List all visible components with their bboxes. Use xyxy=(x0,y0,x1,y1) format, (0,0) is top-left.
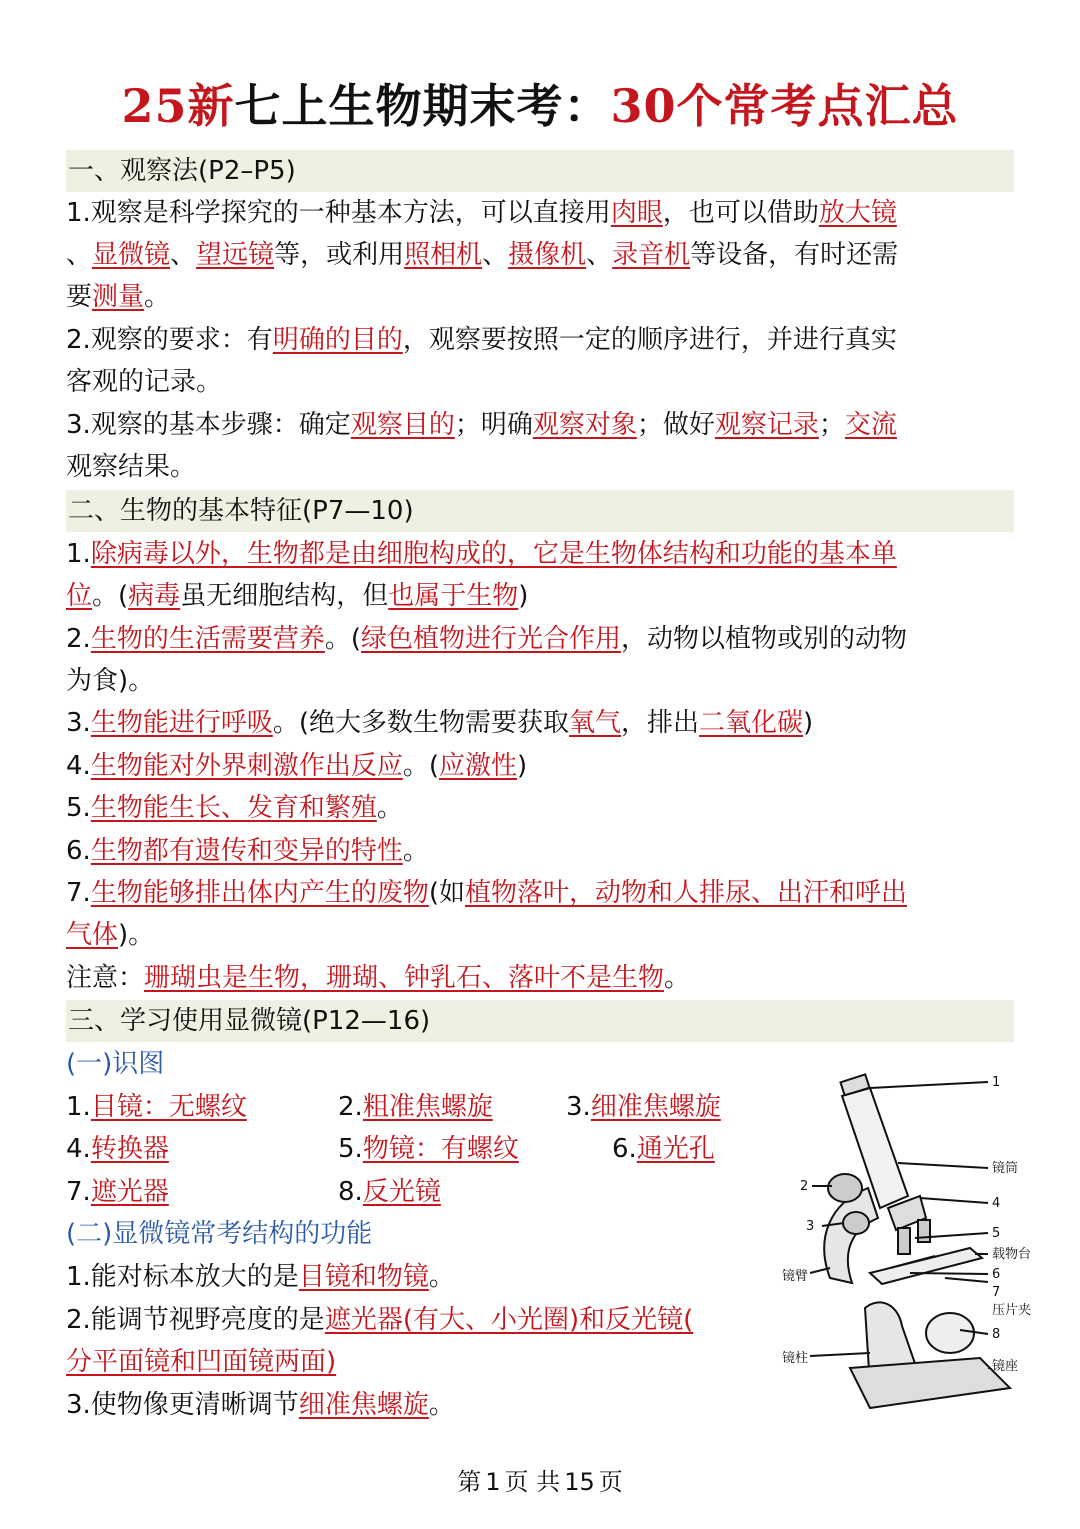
part-item xyxy=(338,1128,519,1170)
text: 7. xyxy=(66,878,91,908)
key-term: 病毒 xyxy=(128,581,181,611)
text: 。 xyxy=(428,1390,455,1420)
text: 、 xyxy=(170,240,197,270)
function-line-2 xyxy=(66,1299,693,1341)
text: 。 xyxy=(376,793,403,823)
key-term: 通光孔 xyxy=(636,1134,715,1164)
key-term: 位 xyxy=(66,581,93,611)
part-item xyxy=(66,1171,169,1213)
text: (如 xyxy=(428,878,465,908)
key-term: 照相机 xyxy=(404,240,483,270)
s2-line-9 xyxy=(66,872,907,914)
s1-line-6 xyxy=(66,404,897,446)
text: 观察结果。 xyxy=(66,452,197,482)
microscope-drawing xyxy=(810,1074,1010,1408)
key-term: 遮光器(有大、小光圈)和反光镜( xyxy=(324,1305,694,1335)
text: 。( xyxy=(402,751,439,781)
total-pages: 15 xyxy=(564,1468,595,1496)
title-middle: 七上生物期末考： xyxy=(234,79,611,133)
key-term: 目镜和物镜 xyxy=(298,1262,429,1292)
function-line-1 xyxy=(66,1256,455,1298)
text: ；做好 xyxy=(636,410,715,440)
s1-line-3 xyxy=(66,276,170,318)
text: 2. xyxy=(66,624,91,654)
part-item xyxy=(66,1086,247,1128)
text: 要 xyxy=(66,282,93,312)
key-term: 绿色植物进行光合作用 xyxy=(360,624,621,654)
label-5: 5 xyxy=(992,1226,1001,1241)
s2-line-1 xyxy=(66,533,897,575)
text: 3.观察的基本步骤：确定 xyxy=(66,410,351,440)
footer-suffix: 页 xyxy=(598,1468,623,1496)
text: ；明确 xyxy=(454,410,533,440)
section-header-characteristics: 二、生物的基本特征(P7—10) xyxy=(66,490,1014,532)
s2-line-8 xyxy=(66,830,429,872)
key-term: 反光镜 xyxy=(362,1177,441,1207)
label-clip: 压片夹 xyxy=(992,1303,1032,1318)
text: )。 xyxy=(118,920,155,950)
section-header-observation: 一、观察法(P2–P5) xyxy=(66,150,1014,192)
label-arm: 镜臂 xyxy=(782,1269,809,1284)
label-7: 7 xyxy=(992,1285,1001,1300)
footer-prefix: 第 xyxy=(457,1468,482,1496)
key-term: 明确的目的 xyxy=(272,325,403,355)
text: 3. xyxy=(66,708,91,738)
text: 等设备，有时还需 xyxy=(690,240,899,270)
text: 。 xyxy=(428,1262,455,1292)
text: ，观察要按照一定的顺序进行，并进行真实 xyxy=(402,325,897,355)
text: 。( xyxy=(92,581,129,611)
text: 1.能对标本放大的是 xyxy=(66,1262,299,1292)
text: 、 xyxy=(66,240,93,270)
footer-middle: 页 共 xyxy=(504,1468,561,1496)
page-title xyxy=(0,70,1080,136)
key-term: 望远镜 xyxy=(196,240,275,270)
text: 3. xyxy=(566,1092,591,1122)
key-term: 物镜：有螺纹 xyxy=(362,1134,519,1164)
part-item xyxy=(566,1086,721,1128)
key-term: 生物的生活需要营养 xyxy=(90,624,325,654)
s1-line-2 xyxy=(66,234,898,276)
text: ) xyxy=(803,708,814,738)
part-item xyxy=(612,1128,715,1170)
key-term: 生物能对外界刺激作出反应 xyxy=(90,751,403,781)
key-term: 氧气 xyxy=(568,708,621,738)
text: 、 xyxy=(482,240,509,270)
title-suffix: 30个常考点汇总 xyxy=(610,79,959,133)
text: 5. xyxy=(66,793,91,823)
text: ； xyxy=(818,410,845,440)
text: 8. xyxy=(338,1177,363,1207)
key-term: 应激性 xyxy=(438,751,517,781)
text: 5. xyxy=(338,1134,363,1164)
text: 6. xyxy=(66,836,91,866)
key-term: 遮光器 xyxy=(90,1177,169,1207)
key-term: 生物能够排出体内产生的废物 xyxy=(90,878,429,908)
part-item xyxy=(66,1128,169,1170)
label-tube: 镜筒 xyxy=(992,1161,1019,1176)
key-term: 珊瑚虫是生物，珊瑚、钟乳石、落叶不是生物 xyxy=(144,963,665,993)
key-term: 转换器 xyxy=(90,1134,169,1164)
text: 。(绝大多数生物需要获取 xyxy=(272,708,569,738)
subheading-diagram: (一)识图 xyxy=(66,1049,165,1079)
key-term: 除病毒以外，生物都是由细胞构成的，它是生物体结构和功能的基本单 xyxy=(90,539,897,569)
key-term: 观察目的 xyxy=(350,410,455,440)
label-2: 2 xyxy=(800,1179,809,1194)
text: 2. xyxy=(338,1092,363,1122)
text: 2.观察的要求：有 xyxy=(66,325,273,355)
text: 。 xyxy=(664,963,691,993)
text: ) xyxy=(518,581,529,611)
s2-note xyxy=(66,957,690,999)
s2-line-2 xyxy=(66,575,528,617)
text: ，排出 xyxy=(621,708,700,738)
key-term: 摄像机 xyxy=(508,240,587,270)
section-header-microscope: 三、学习使用显微镜(P12—16) xyxy=(66,1000,1014,1042)
text: ) xyxy=(517,751,528,781)
text: 6. xyxy=(612,1134,637,1164)
text: 1. xyxy=(66,539,91,569)
label-stage: 载物台 xyxy=(992,1247,1032,1262)
text: 2.能调节视野亮度的是 xyxy=(66,1305,325,1335)
label-1: 1 xyxy=(992,1075,1001,1090)
key-term: 生物能进行呼吸 xyxy=(90,708,273,738)
key-term: 观察记录 xyxy=(714,410,819,440)
label-base: 镜座 xyxy=(992,1359,1019,1374)
key-term: 二氧化碳 xyxy=(699,708,804,738)
key-term: 录音机 xyxy=(612,240,691,270)
key-term: 也属于生物 xyxy=(388,581,519,611)
text: 等，或利用 xyxy=(274,240,405,270)
text: 1.观察是科学探究的一种基本方法，可以直接用 xyxy=(66,198,611,228)
s1-line-5 xyxy=(66,361,222,403)
text: 。( xyxy=(324,624,361,654)
text: 。 xyxy=(402,836,429,866)
microscope-diagram xyxy=(770,1068,1040,1418)
label-4: 4 xyxy=(992,1196,1001,1211)
text: 客观的记录。 xyxy=(66,367,223,397)
text: 4. xyxy=(66,1134,91,1164)
current-page: 1 xyxy=(485,1468,501,1496)
key-term: 细准焦螺旋 xyxy=(590,1092,721,1122)
s2-line-3 xyxy=(66,618,907,660)
key-term: 粗准焦螺旋 xyxy=(362,1092,493,1122)
page-footer xyxy=(0,1462,1080,1497)
key-term: 显微镜 xyxy=(92,240,171,270)
s2-line-5 xyxy=(66,702,813,744)
key-term: 分平面镜和凹面镜两面) xyxy=(66,1347,337,1377)
s1-line-1 xyxy=(66,192,897,234)
text: ，动物以植物或别的动物 xyxy=(621,624,908,654)
key-term: 细准焦螺旋 xyxy=(298,1390,429,1420)
label-6: 6 xyxy=(992,1267,1001,1282)
subheading-functions: (二)显微镜常考结构的功能 xyxy=(66,1219,373,1249)
text: 4. xyxy=(66,751,91,781)
text: 虽无细胞结构，但 xyxy=(180,581,389,611)
s2-line-10 xyxy=(66,914,154,956)
key-term: 观察对象 xyxy=(532,410,637,440)
key-term: 放大镜 xyxy=(818,198,897,228)
text: 7. xyxy=(66,1177,91,1207)
key-term: 生物都有遗传和变异的特性 xyxy=(90,836,403,866)
key-term: 植物落叶，动物和人排尿、出汗和呼出 xyxy=(464,878,907,908)
label-3: 3 xyxy=(806,1219,815,1234)
text: 1. xyxy=(66,1092,91,1122)
text: 3.使物像更清晰调节 xyxy=(66,1390,299,1420)
function-line-3 xyxy=(66,1341,336,1383)
s2-line-7 xyxy=(66,787,403,829)
s1-line-7 xyxy=(66,446,196,488)
key-term: 气体 xyxy=(66,920,119,950)
key-term: 交流 xyxy=(844,410,897,440)
key-term: 测量 xyxy=(92,282,145,312)
text: 。 xyxy=(144,282,171,312)
key-term: 肉眼 xyxy=(610,198,663,228)
label-8: 8 xyxy=(992,1327,1001,1342)
text: 、 xyxy=(586,240,613,270)
label-pillar: 镜柱 xyxy=(782,1351,809,1366)
key-term: 生物能生长、发育和繁殖 xyxy=(90,793,377,823)
s1-line-4 xyxy=(66,319,897,361)
part-item xyxy=(338,1171,441,1213)
s2-line-6 xyxy=(66,745,527,787)
title-prefix: 25新 xyxy=(121,79,235,133)
s2-line-4 xyxy=(66,660,154,702)
function-line-4 xyxy=(66,1384,455,1426)
text: 为食)。 xyxy=(66,666,155,696)
part-item xyxy=(338,1086,493,1128)
key-term: 目镜：无螺纹 xyxy=(90,1092,247,1122)
text: ，也可以借助 xyxy=(662,198,819,228)
text: 注意： xyxy=(66,963,145,993)
